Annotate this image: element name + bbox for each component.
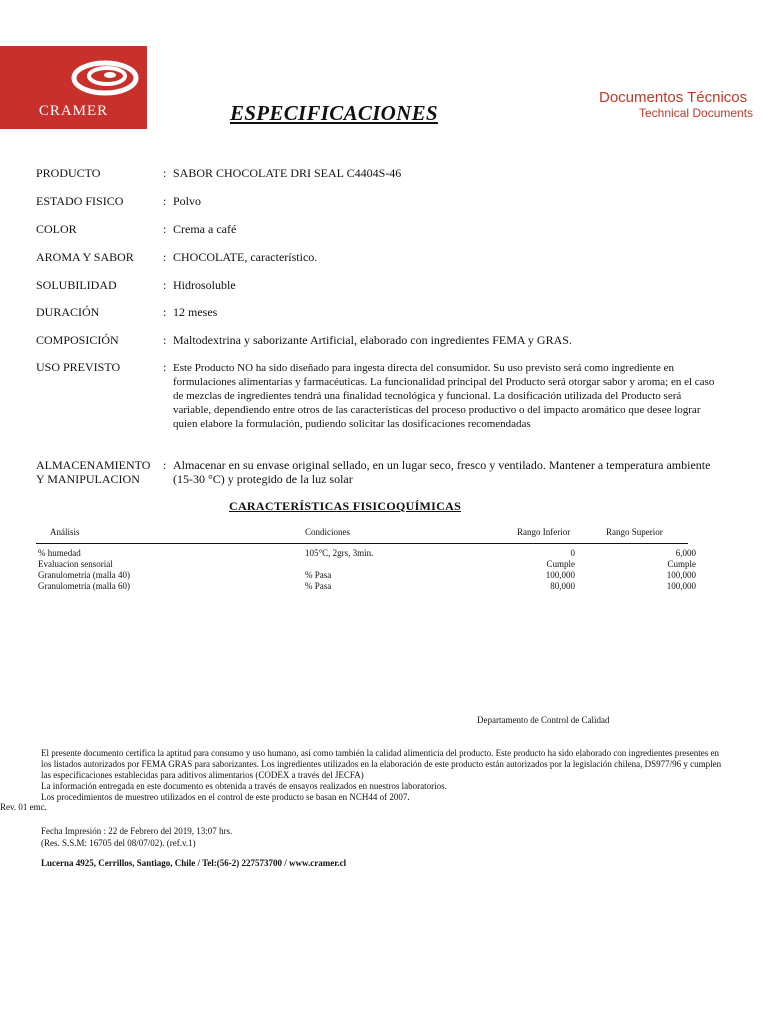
spec-value-producto: SABOR CHOCOLATE DRI SEAL C4404S-46	[173, 166, 402, 180]
spec-label-color: COLOR	[36, 222, 77, 236]
fq-header-analisis: Análisis	[50, 527, 80, 537]
page-title: ESPECIFICACIONES	[230, 101, 438, 125]
fq-cell-superior: 6,000	[675, 548, 696, 558]
spec-colon: :	[163, 278, 167, 292]
fq-header-condiciones: Condiciones	[305, 527, 350, 537]
table-divider	[36, 543, 688, 544]
revision-code: Rev. 01 emc.	[0, 802, 47, 812]
spec-value-uso: Este Producto NO ha sido diseñado para ingesta directa del consumidor. Su uso previsto será como ingrediente en formulaciones alimentarias y farmacéuticas. La funcionalidad principal del Producto será otorgar sabor y aroma; en el caso de mezclas de ingredientes tendrá una finalidad tecnológica y funcional. La dosificación utilizada del Producto será variable, dependiendo entre otros de las características del proceso productivo o del impacto aromático que desee lograr quien elabore la formulación, pudiendo solicitar las dosificaciones recomendadas	[173, 362, 715, 430]
fq-header-superior: Rango Superior	[606, 527, 663, 537]
cramer-swirl-icon	[70, 58, 140, 98]
spec-colon: :	[163, 250, 167, 264]
company-address: Lucerna 4925, Cerrillos, Santiago, Chile / Tel:(56-2) 227573700 / www.cramer.cl	[41, 858, 347, 868]
certification-paragraph: El presente documento certifica la aptitud para consumo y uso humano, así como también la calidad alimenticia del producto. Este producto ha sido elaborado con ingredientes presentes en los listados autorizados por FEMA GRAS para saborizantes. Los ingredientes utilizados en la elaboración de este producto están autorizados por la legislación chilena, DS977/96 y cumplen las especificaciones establecidas para aditivos alimentarios (CODEX a través del JECFA)	[41, 748, 722, 780]
spec-value-estado: Polvo	[173, 194, 202, 208]
resolution-ref: (Res. S.S.M: 16705 del 08/07/02). (ref.v.1)	[41, 838, 196, 848]
spec-label-aroma: AROMA Y SABOR	[36, 250, 134, 264]
certification-paragraph: La información entregada en este documento es obtenida a través de ensayos realizados en nuestros laboratorios.	[41, 781, 447, 791]
fq-cell-analisis: % humedad	[38, 548, 81, 558]
quality-department: Departamento de Control de Calidad	[477, 715, 610, 725]
fq-header-inferior: Rango Inferior	[517, 527, 571, 537]
spec-colon: :	[163, 222, 167, 236]
spec-value-aroma: CHOCOLATE, característico.	[173, 250, 318, 264]
spec-colon: :	[163, 360, 167, 374]
fq-section-title: CARACTERÍSTICAS FISICOQUÍMICAS	[229, 499, 462, 513]
fq-cell-condiciones: 105°C, 2grs, 3min.	[305, 548, 374, 558]
spec-colon: :	[163, 458, 167, 472]
fq-cell-superior: 100,000	[666, 570, 696, 580]
spec-label-almacenamiento: ALMACENAMIENTO Y MANIPULACION	[36, 458, 151, 486]
certification-text	[41, 748, 731, 803]
brand-name: CRAMER	[38, 103, 109, 119]
fq-cell-condiciones: % Pasa	[305, 581, 332, 591]
print-date: Fecha Impresión : 22 de Febrero del 2019, 13:07 hrs.	[41, 826, 233, 836]
spec-colon: :	[163, 305, 167, 319]
spec-value-solubilidad: Hidrosoluble	[173, 278, 236, 292]
fq-cell-inferior: Cumple	[546, 559, 575, 569]
fq-cell-analisis: Evaluacion sensorial	[38, 559, 113, 569]
spec-label-duracion: DURACIÓN	[36, 305, 100, 319]
spec-label-uso: USO PREVISTO	[36, 360, 121, 374]
spec-value-color: Crema a café	[173, 222, 237, 236]
fq-cell-superior: Cumple	[667, 559, 696, 569]
print-info	[41, 825, 232, 849]
fq-cell-superior: 100,000	[666, 581, 696, 591]
fq-cell-inferior: 0	[570, 548, 575, 558]
spec-colon: :	[163, 166, 167, 180]
spec-value-composicion: Maltodextrina y saborizante Artificial, elaborado con ingredientes FEMA y GRAS.	[173, 333, 572, 347]
fq-cell-inferior: 80,000	[550, 581, 575, 591]
doc-title-es: Documentos Técnicos	[599, 89, 748, 106]
certification-paragraph: Los procedimientos de muestreo utilizados en el control de este producto se basan en NCH44 of 2007.	[41, 792, 410, 802]
spec-colon: :	[163, 333, 167, 347]
spec-label-estado: ESTADO FISICO	[36, 194, 124, 208]
fq-cell-analisis: Granulometría (malla 40)	[38, 570, 130, 580]
spec-value-almacenamiento: Almacenar en su envase original sellado, en un lugar seco, fresco y ventilado. Mantener a temperatura ambiente (15-30 °C) y protegido de la luz solar	[173, 458, 711, 486]
fq-cell-condiciones: % Pasa	[305, 570, 332, 580]
fq-cell-analisis: Granulometría (malla 60)	[38, 581, 130, 591]
spec-value-duracion: 12 meses	[173, 305, 218, 319]
spec-colon: :	[163, 194, 167, 208]
spec-label-composicion: COMPOSICIÓN	[36, 333, 119, 347]
spec-label-producto: PRODUCTO	[36, 166, 101, 180]
doc-title-en: Technical Documents	[639, 106, 754, 120]
spec-label-solubilidad: SOLUBILIDAD	[36, 278, 117, 292]
fq-cell-inferior: 100,000	[545, 570, 575, 580]
